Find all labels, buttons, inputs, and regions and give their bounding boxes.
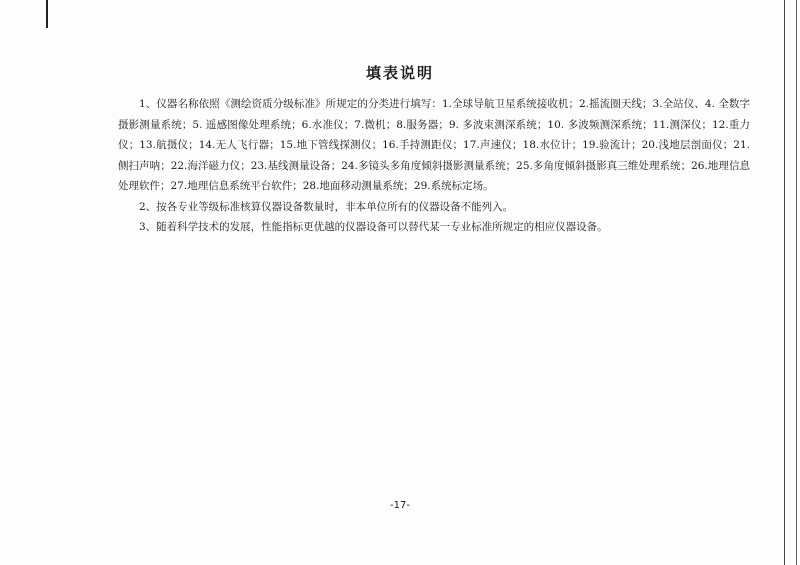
instruction-paragraph-2: 2、按各专业等级标准核算仪器设备数量时，非本单位所有的仪器设备不能列入。 [139, 200, 514, 213]
instruction-paragraph-3: 3、随着科学技术的发展，性能指标更优越的仪器设备可以替代某一专业标准所规定的相应仪器设备。 [139, 221, 608, 233]
scan-edge-mark [46, 0, 48, 28]
instructions-body [118, 94, 750, 238]
scan-edge-line [784, 0, 785, 565]
page-title: 填表说明 [365, 64, 434, 82]
scan-edge-line [796, 0, 797, 565]
page-number: -17- [390, 500, 410, 511]
instruction-paragraph-1: 1、仪器名称依照《测绘资质分级标准》所规定的分类进行填写：1.全球导航卫星系统接收机；2.摇流圈天线；3.全站仪、4. 全数字摄影测量系统；5. 遥感图像处理系统；6.水准仪；7.微机；8.服务器；9. 多波束测深系统；10. 多波频测深系统；11.测深仪；12.重力仪；13.航摄仪；14.无人飞行器；15.地下管线探测仪；16.手持测距仪；17.声速仪；18.水位计；19.验流计；20.浅地层剖面仪；21.侧扫声呐；22.海洋磁力仪；23.基线测量设备；24.多镜头多角度倾斜摄影测量系统；25.多角度倾斜摄影真三维处理系统；26.地理信息处理软件；27.地理信息系统平台软件；28.地面移动测量系统；29.系统标定场。 [118, 98, 750, 192]
